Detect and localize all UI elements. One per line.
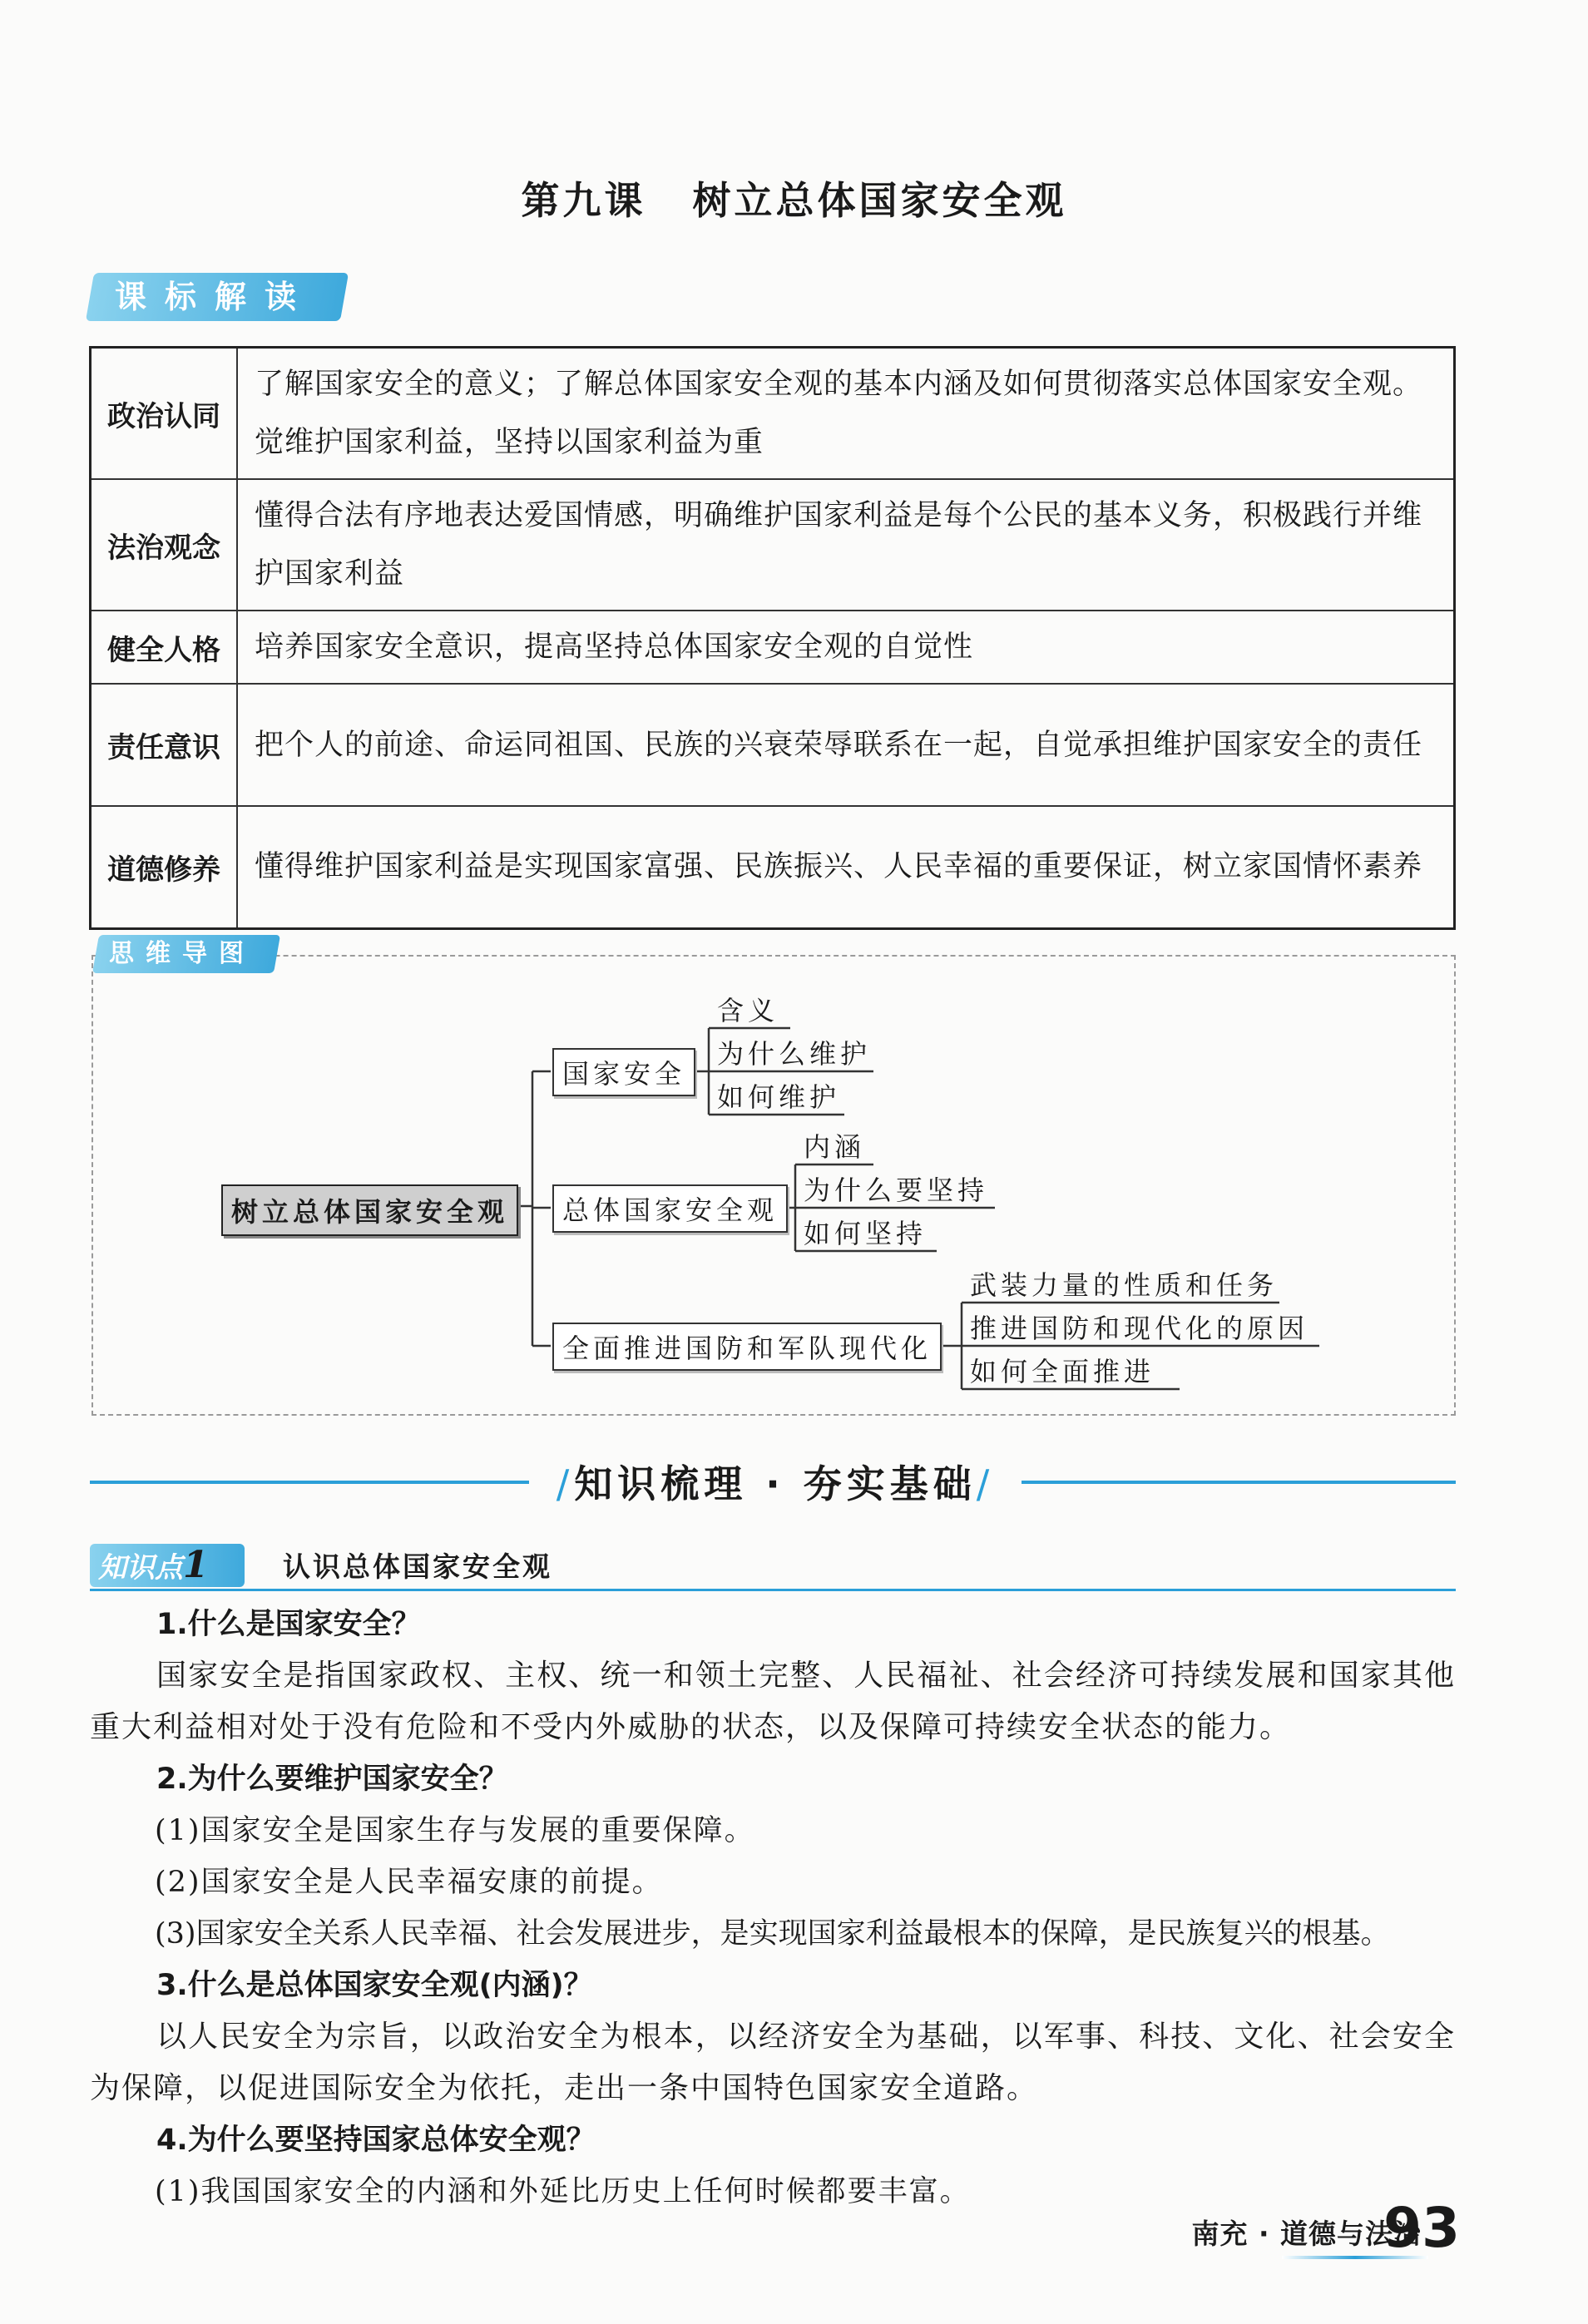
mindmap-branch-national-security: 国家安全 [552, 1048, 695, 1096]
mindmap-leaf: 内涵 [804, 1131, 866, 1163]
row-label: 法治观念 [91, 479, 238, 611]
knowledge-point-tag: 知识点1 [90, 1544, 245, 1587]
table-row [91, 806, 1455, 928]
mindmap-leaf: 推进国防和现代化的原因 [970, 1313, 1309, 1344]
table-row [91, 479, 1455, 611]
standards-tag: 课标解读 [86, 273, 349, 321]
question-heading: 4.为什么要坚持国家总体安全观？ [156, 2124, 596, 2157]
section-rule-right [1022, 1481, 1456, 1484]
answer-item: (1)我国国家安全的内涵和外延比历史上任何时候都要丰富。 [155, 2175, 971, 2208]
mindmap-leaf: 武装力量的性质和任务 [970, 1269, 1279, 1301]
row-text: 懂得合法有序地表达爱国情感，明确维护国家利益是每个公民的基本义务，积极践行并维护国家利益 [237, 479, 1455, 611]
table-row [91, 684, 1455, 806]
knowledge-point-rule [90, 1589, 1456, 1591]
mindmap-leaf: 含义 [717, 995, 779, 1026]
section-rule-left [90, 1481, 529, 1484]
row-label: 政治认同 [91, 348, 238, 480]
row-text: 培养国家安全意识，提高坚持总体国家安全观的自觉性 [237, 611, 1455, 684]
footer-subject: 南充 · 道德与法治 [1191, 2218, 1422, 2250]
mindmap-leaf: 如何全面推进 [970, 1356, 1155, 1387]
mindmap-leaf: 如何坚持 [804, 1218, 928, 1249]
table-row [91, 611, 1455, 684]
mindmap-leaf: 为什么要坚持 [804, 1174, 989, 1206]
knowledge-content [90, 1599, 1456, 2218]
lesson-title: 第九课 树立总体国家安全观 [521, 178, 1067, 223]
question-heading: 2.为什么要维护国家安全？ [156, 1763, 508, 1796]
row-text: 把个人的前途、命运同祖国、民族的兴衰荣辱联系在一起，自觉承担维护国家安全的责任 [237, 684, 1455, 806]
question-heading: 1.什么是国家安全？ [156, 1608, 421, 1641]
answer-item: (2)国家安全是人民幸福安康的前提。 [155, 1866, 663, 1899]
answer-paragraph: 以人民安全为宗旨，以政治安全为根本，以经济安全为基础，以军事、科技、文化、社会安全为保障，以促进国际安全为依托，走出一条中国特色国家安全道路。 [90, 2020, 1456, 2105]
row-text: 了解国家安全的意义；了解总体国家安全观的基本内涵及如何贯彻落实总体国家安全观。觉维护国家利益，坚持以国家利益为重 [237, 348, 1455, 480]
question-heading: 3.什么是总体国家安全观(内涵)？ [156, 1969, 593, 2002]
mindmap-root: 树立总体国家安全观 [221, 1184, 518, 1236]
mindmap-branch-defense: 全面推进国防和军队现代化 [552, 1323, 942, 1371]
page-number: 93 [1383, 2196, 1460, 2260]
mindmap-tag: 思维导图 [92, 935, 280, 973]
row-label: 责任意识 [91, 684, 238, 806]
answer-paragraph: 国家安全是指国家政权、主权、统一和领土完整、人民福祉、社会经济可持续发展和国家其他重大利益相对处于没有危险和不受内外威胁的状态，以及保障可持续安全状态的能力。 [90, 1659, 1456, 1744]
section-title: /知识梳理 · 夯实基础/ [556, 1461, 995, 1506]
row-label: 道德修养 [91, 806, 238, 928]
row-text: 懂得维护国家利益是实现国家富强、民族振兴、人民幸福的重要保证，树立家国情怀素养 [237, 806, 1455, 928]
curriculum-standards-table [89, 346, 1456, 930]
mindmap-leaf: 如何维护 [717, 1081, 841, 1113]
table-row [91, 348, 1455, 480]
answer-item: (1)国家安全是国家生存与发展的重要保障。 [155, 1814, 755, 1847]
answer-item: (3)国家安全关系人民幸福、社会发展进步，是实现国家利益最根本的保障，是民族复兴的根基。 [155, 1917, 1390, 1951]
row-label: 健全人格 [91, 611, 238, 684]
mindmap-branch-overall-view: 总体国家安全观 [552, 1184, 788, 1233]
mindmap-leaf: 为什么维护 [717, 1038, 872, 1070]
knowledge-point-title: 认识总体国家安全观 [283, 1550, 552, 1583]
